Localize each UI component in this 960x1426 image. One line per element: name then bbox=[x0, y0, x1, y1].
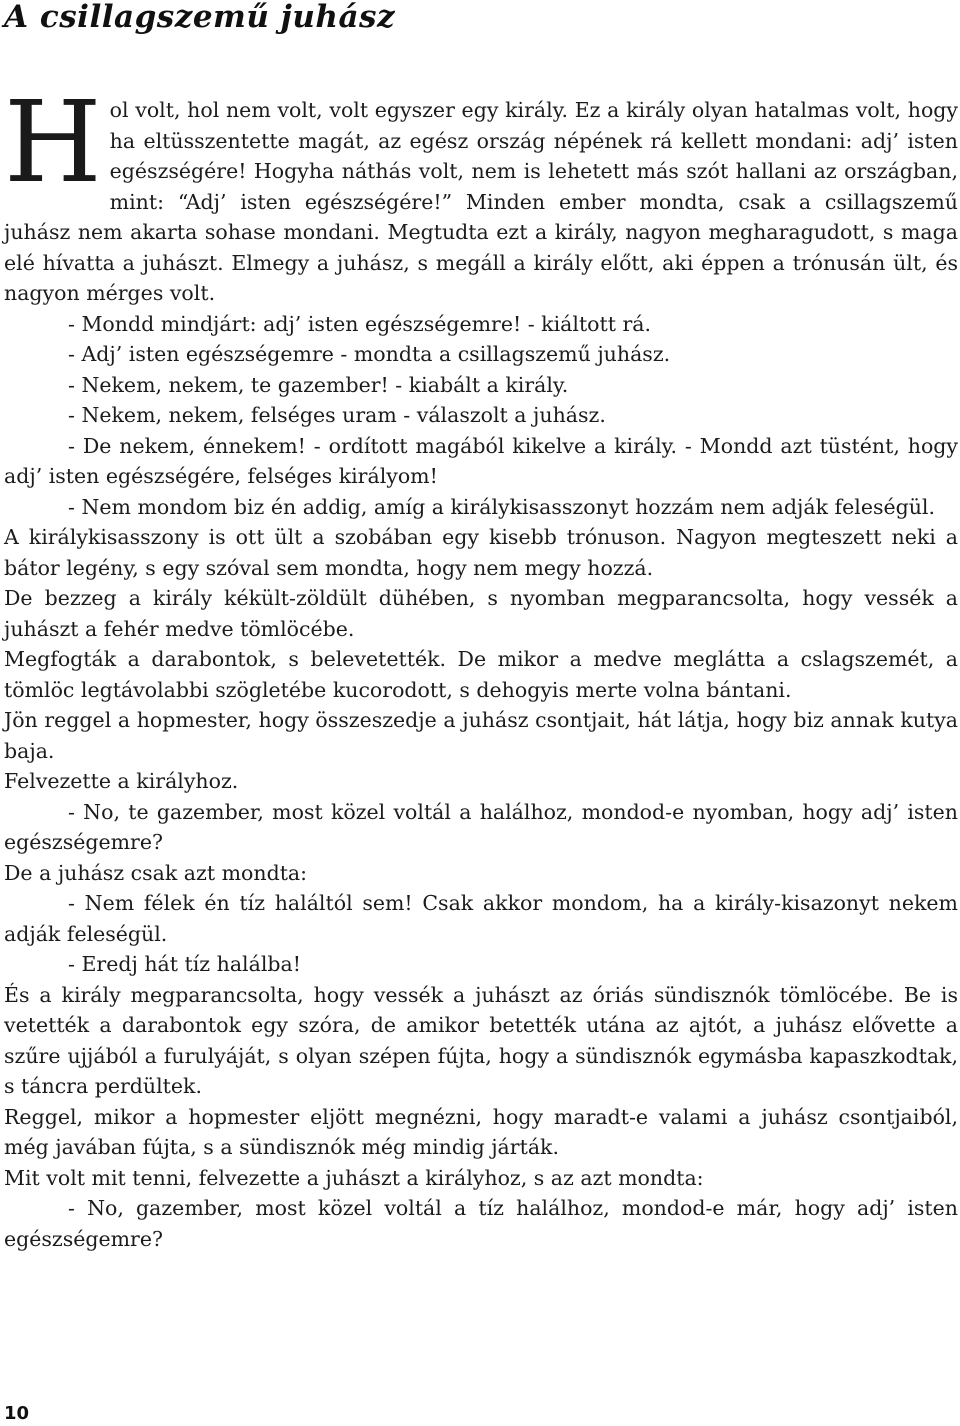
paragraph-dialogue: - Nekem, nekem, te gazember! - kiabált a király. bbox=[68, 372, 569, 397]
paragraph-dialogue: - No, te gazember, most közel voltál a halálhoz, mondod-e nyomban, hogy adj’ isten egészségemre? bbox=[4, 799, 958, 854]
paragraph: De bezzeg a király kékült-zöldült dühében, s nyomban megparancsolta, hogy vessék a juhászt a fehér medve tömlöcébe. bbox=[4, 586, 958, 641]
paragraph-dialogue: - Mondd mindjárt: adj’ isten egészségemre! - kiáltott rá. bbox=[68, 311, 652, 336]
paragraph-dialogue: - Nekem, nekem, felséges uram - válaszolt a juhász. bbox=[68, 403, 606, 427]
paragraph-dialogue: - Nem mondom biz én addig, amíg a királykisasszonyt hozzám nem adják feleségül. bbox=[68, 494, 936, 519]
paragraph: Mit volt mit tenni, felvezette a juhászt a királyhoz, s az azt mondta: bbox=[4, 1165, 704, 1190]
page-number: 10 bbox=[4, 1403, 30, 1424]
paragraph-dialogue: - Adj’ isten egészségemre - mondta a csillagszemű juhász. bbox=[68, 342, 671, 366]
paragraph: Megfogták a darabontok, s belevetették. De mikor a medve meglátta a cslagszemét, a tömlöc legtávolabbi szögletébe kucorodott, s dehogyis merte volna bántani. bbox=[4, 647, 958, 702]
paragraph-dialogue: - Nem félek én tíz haláltól sem! Csak akkor mondom, ha a király-kisazonyt nekem adják feleségül. bbox=[4, 891, 958, 946]
paragraph-dialogue: - No, gazember, most közel voltál a tíz halálhoz, mondod-e már, hogy adj’ isten egészségemre? bbox=[4, 1196, 958, 1251]
drop-cap-letter: H bbox=[4, 78, 102, 208]
paragraph-opening bbox=[4, 78, 958, 309]
story-text bbox=[4, 78, 958, 1254]
paragraph: Felvezette a királyhoz. bbox=[4, 769, 239, 793]
paragraph-text: ol volt, hol nem volt, volt egyszer egy király. Ez a király olyan hatalmas volt, hogy ha eltüsszentette magát, az egész ország népének rá kellett mondani: adj’ isten egészségére! Hogyha náthás volt, nem is lehetett más szót hallani az országban, mint: “Adj’ isten egészségére!” Minden ember mondta, csak a csillagszemű juhász nem akarta sohase mondani. Megtudta ezt a király, nagyon megharagudott, s maga elé hívatta a juhászt. Elmegy a juhász, s megáll a király előtt, aki éppen a trónusán ült, és nagyon mérges volt. bbox=[4, 98, 958, 305]
paragraph: A királykisasszony is ott ült a szobában egy kisebb trónuson. Nagyon megteszett neki a bátor legény, s egy szóval sem mondta, hogy nem megy hozzá. bbox=[4, 525, 958, 580]
paragraph: Jön reggel a hopmester, hogy összeszedje a juhász csontjait, hát látja, hogy biz annak kutya baja. bbox=[4, 708, 958, 763]
paragraph: Reggel, mikor a hopmester eljött megnézni, hogy maradt-e valami a juhász csontjaiból, még javában fújta, s a sündisznók még mindig járták. bbox=[4, 1104, 958, 1159]
paragraph-dialogue: - De nekem, énnekem! - ordított magából kikelve a király. - Mondd azt tüstént, hogy adj’ isten egészségére, felséges királyom! bbox=[4, 433, 958, 488]
paragraph: De a juhász csak azt mondta: bbox=[4, 860, 308, 885]
page-title: A csillagszemű juhász bbox=[4, 0, 396, 35]
paragraph: És a király megparancsolta, hogy vessék a juhászt az óriás sündisznók tömlöcébe. Be is vetették a darabontok egy szóra, de amikor betették utána az ajtót, a juhász elővette a szűre ujjából a furulyáját, s olyan szépen fújta, hogy a sündisznók egymásba kapaszkodtak, s táncra perdültek. bbox=[4, 982, 958, 1098]
paragraph-dialogue: - Eredj hát tíz halálba! bbox=[68, 952, 301, 976]
